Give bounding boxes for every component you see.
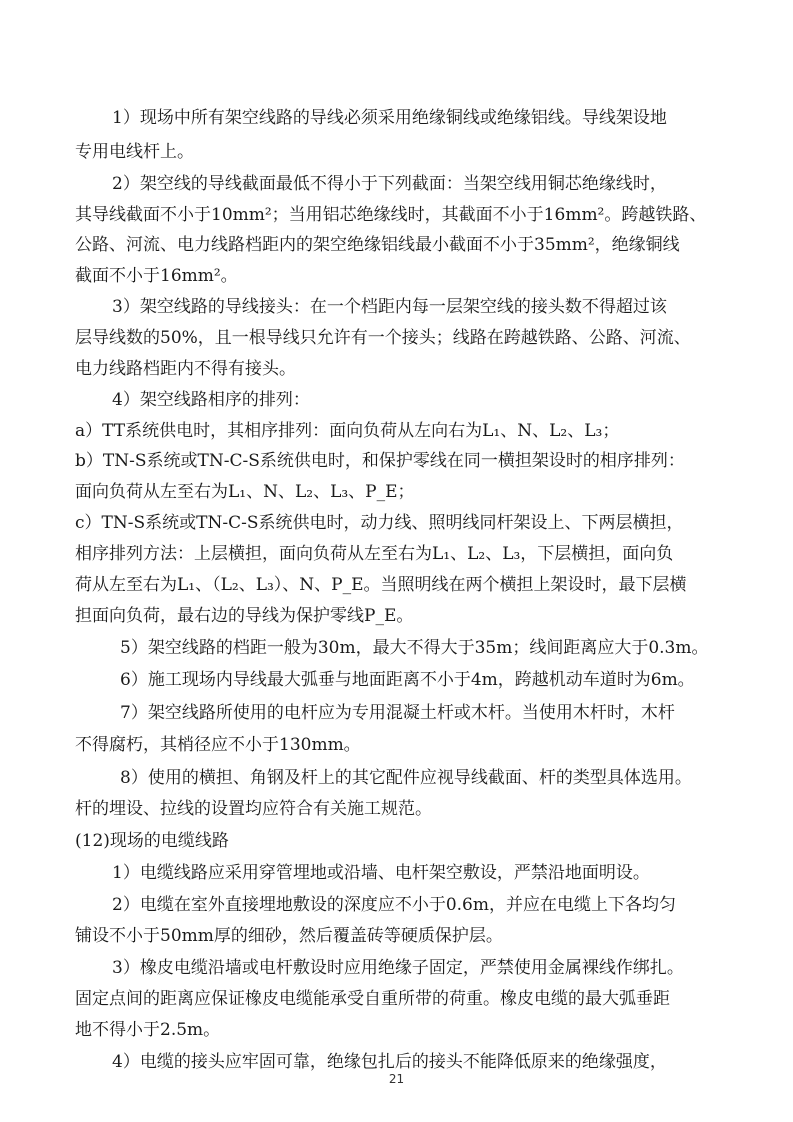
paragraph-line: 相序排列方法：上层横担，面向负荷从左至右为L₁、L₂、L₃，下层横担，面向负 [75, 544, 674, 564]
paragraph-line: 4）架空线路相序的排列： [112, 390, 310, 410]
paragraph-line: 层导线数的50%，且一根导线只允许有一个接头；线路在跨越铁路、公路、河流、 [75, 328, 691, 348]
paragraph-line: 固定点间的距离应保证橡皮电缆能承受自重所带的荷重。橡皮电缆的最大弧垂距 [75, 989, 670, 1009]
paragraph-line: 7）架空线路所使用的电杆应为专用混凝土杆或木杆。当使用木杆时，木杆 [120, 703, 675, 723]
paragraph-line: 公路、河流、电力线路档距内的架空绝缘铝线最小截面不小于35mm²，绝缘铜线 [75, 235, 680, 255]
paragraph-line: 截面不小于16mm²。 [75, 266, 238, 286]
paragraph-line: 8）使用的横担、角钢及杆上的其它配件应视导线截面、杆的类型具体选用。 [120, 768, 692, 788]
paragraph-line: 4）电缆的接头应牢固可靠，绝缘包扎后的接头不能降低原来的绝缘强度， [112, 1052, 667, 1072]
paragraph-line: c）TN-S系统或TN-C-S系统供电时，动力线、照明线同杆架设上、下两层横担， [75, 513, 684, 533]
paragraph-line: 2）电缆在室外直接埋地敷设的深度应不小于0.6m，并应在电缆上下各均匀 [112, 895, 676, 915]
page-number: 21 [388, 1072, 405, 1086]
paragraph-line: 面向负荷从左至右为L₁、N、L₂、L₃、P_E； [75, 482, 415, 502]
paragraph-line: 1）现场中所有架空线路的导线必须采用绝缘铜线或绝缘铝线。导线架设地 [112, 108, 667, 128]
paragraph-line: 5）架空线路的档距一般为30m，最大不得大于35m；线间距离应大于0.3m。 [120, 638, 709, 658]
paragraph-line: 6）施工现场内导线最大弧垂与地面距离不小于4m，跨越机动车道时为6m。 [120, 670, 695, 690]
paragraph-line: 3）架空线路的导线接头：在一个档距内每一层架空线的接头数不得超过该 [112, 297, 667, 317]
paragraph-line: 电力线路档距内不得有接头。 [75, 359, 296, 379]
paragraph-line: 荷从左至右为L₁、（L₂、L₃）、N、P_E。当照明线在两个横担上架设时，最下层横 [75, 575, 687, 595]
paragraph-line: 其导线截面不小于10mm²；当用铝芯绝缘线时，其截面不小于16mm²。跨越铁路、 [75, 205, 707, 225]
paragraph-line: a）TT系统供电时，其相序排列：面向负荷从左向右为L₁、N、L₂、L₃； [75, 421, 620, 441]
paragraph-line: 地不得小于2.5m。 [75, 1020, 221, 1040]
paragraph-line: 专用电线杆上。 [75, 142, 194, 162]
paragraph-line: 3）橡皮电缆沿墙或电杆敷设时应用绝缘子固定，严禁使用金属裸线作绑扎。 [112, 958, 684, 978]
paragraph-line: 1）电缆线路应采用穿管埋地或沿墙、电杆架空敷设，严禁沿地面明设。 [112, 863, 650, 883]
paragraph-line: 铺设不小于50mm厚的细砂，然后覆盖砖等硬质保护层。 [75, 926, 503, 946]
section-heading: (12)现场的电缆线路 [75, 831, 229, 851]
paragraph-line: 担面向负荷，最右边的导线为保护零线P_E。 [75, 606, 414, 626]
paragraph-line: b）TN-S系统或TN-C-S系统供电时，和保护零线在同一横担架设时的相序排列： [75, 451, 685, 471]
paragraph-line: 2）架空线的导线截面最低不得小于下列截面：当架空线用铜芯绝缘线时， [112, 174, 667, 194]
paragraph-line: 杆的埋设、拉线的设置均应符合有关施工规范。 [75, 799, 432, 819]
paragraph-line: 不得腐朽，其梢径应不小于130mm。 [75, 735, 361, 755]
